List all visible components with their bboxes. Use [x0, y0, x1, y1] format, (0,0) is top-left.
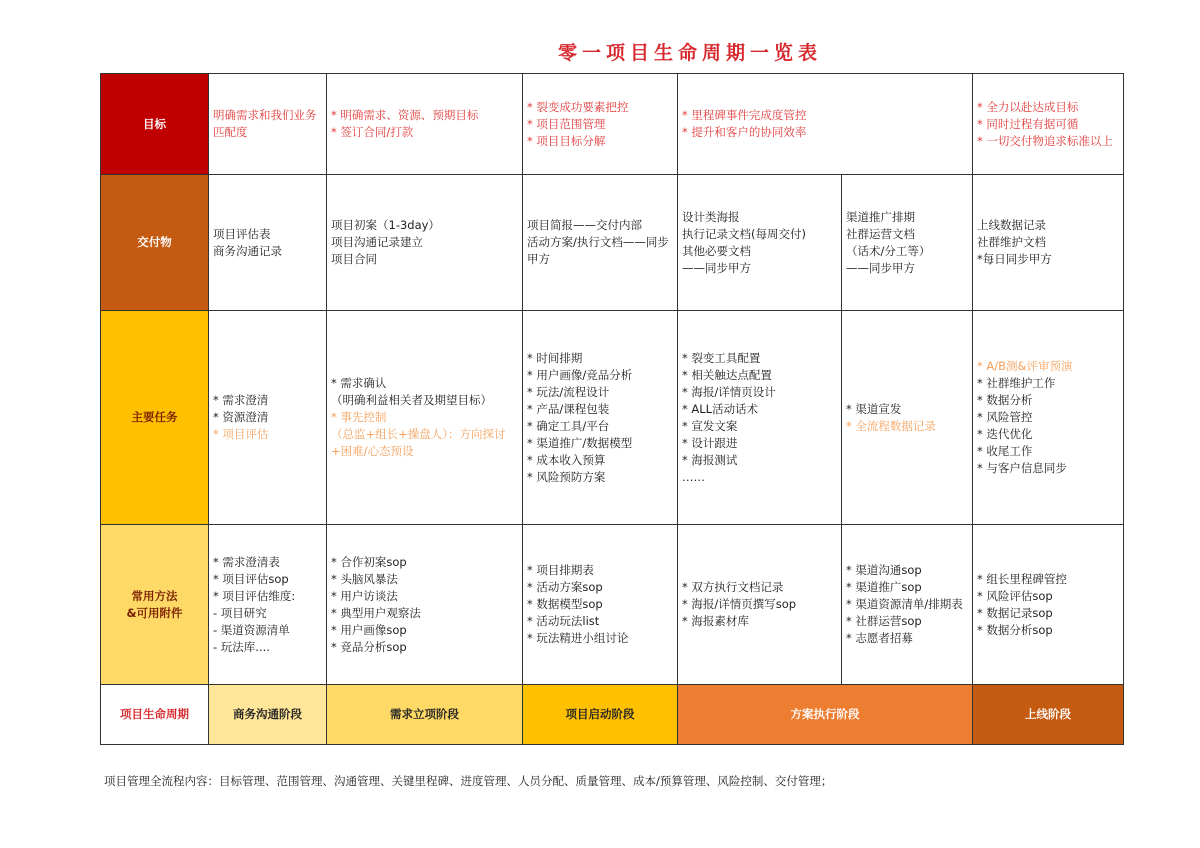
cell-line: * 事先控制 [331, 410, 387, 424]
cell-line: * 签订合同/打款 [331, 125, 414, 139]
row-goal [101, 74, 1124, 175]
methods-cell-1 [209, 525, 327, 685]
deliverables-cell-6 [973, 175, 1124, 311]
cell-line: 项目合同 [331, 252, 377, 266]
cell-line: - 玩法库.... [213, 639, 270, 654]
cell-line: * 裂变成功要素把控 [527, 99, 629, 114]
cell-line: * 需求澄清表 [213, 554, 280, 569]
row-label-tasks: 主要任务 [101, 311, 209, 525]
cell-line: * 数据模型sop [527, 597, 603, 611]
stage-requirements: 需求立项阶段 [327, 685, 523, 745]
cell-line: 项目简报——交付内部 [527, 218, 642, 232]
cell-line: * 海报素材库 [682, 614, 749, 628]
cell-line: * 玩法精进小组讨论 [527, 631, 629, 645]
cell-line: 项目评估表 [213, 226, 271, 241]
row-label-goal: 目标 [101, 74, 209, 175]
cell-line: * 数据分析sop [977, 622, 1053, 637]
cell-line: * 与客户信息同步 [977, 461, 1067, 475]
cell-line: * 活动玩法list [527, 614, 600, 628]
page-title: 零一项目生命周期一览表 [557, 42, 822, 64]
cell-line: * 活动方案sop [527, 580, 603, 594]
tasks-cell-6 [973, 311, 1124, 525]
cell-line: * 裂变工具配置 [682, 350, 761, 365]
cell-line: *每日同步甲方 [977, 252, 1052, 266]
row-tasks [101, 311, 1124, 525]
cell-line: …… [682, 469, 705, 484]
cell-line: * 项目目标分解 [527, 133, 606, 148]
tasks-cell-1 [209, 311, 327, 525]
cell-line: 项目沟通记录建立 [331, 235, 423, 249]
row-label-lifecycle: 项目生命周期 [101, 685, 209, 745]
deliverables-cell-2 [327, 175, 523, 311]
cell-line: 社群维护文档 [977, 235, 1046, 249]
cell-line: * 用户画像/竞品分析 [527, 367, 633, 382]
cell-line: 上线数据记录 [977, 218, 1046, 232]
cell-line: * 社群维护工作 [977, 376, 1056, 390]
cell-line: * 渠道推广sop [846, 580, 922, 594]
cell-line: * 数据记录sop [977, 605, 1053, 620]
cell-line: * 海报/详情页撰写sop [682, 597, 797, 611]
cell-line: * 同时过程有据可循 [977, 116, 1079, 131]
deliverables-cell-3 [523, 175, 678, 311]
cell-line: * 渠道宣发 [846, 401, 902, 416]
cell-line: （明确利益相关者及期望目标） [331, 393, 492, 407]
row-lifecycle [101, 685, 1124, 745]
cell-line: * 用户访谈法 [331, 588, 398, 603]
cell-line: - 渠道资源清单 [213, 622, 290, 637]
cell-line: * 项目评估维度: [213, 588, 296, 603]
goal-cell-4 [678, 74, 973, 175]
stage-execution: 方案执行阶段 [678, 685, 973, 745]
cell-line: * 里程碑事件完成度管控 [682, 108, 807, 122]
cell-line: * 海报/详情页设计 [682, 384, 776, 399]
cell-line: * 社群运营sop [846, 614, 922, 628]
tasks-cell-4 [678, 311, 842, 525]
cell-line: * 项目评估 [213, 427, 269, 441]
cell-line: 其他必要文档 [682, 243, 751, 258]
methods-cell-5 [842, 525, 973, 685]
deliverables-cell-5 [842, 175, 973, 311]
cell-line: * 志愿者招募 [846, 631, 913, 645]
cell-line: * 全流程数据记录 [846, 418, 936, 433]
cell-line: * 一切交付物追求标准以上 [977, 133, 1113, 148]
cell-line: * 风险预防方案 [527, 469, 606, 484]
lifecycle-table [100, 73, 1124, 745]
cell-line: * 产品/课程包装 [527, 401, 610, 416]
cell-line: * 设计跟进 [682, 435, 738, 450]
cell-line: 商务沟通记录 [213, 243, 282, 258]
cell-line: ——同步甲方 [846, 260, 915, 275]
cell-line: * 渠道沟通sop [846, 563, 922, 577]
row-label-methods [101, 525, 209, 685]
cell-line: * 提升和客户的协同效率 [682, 125, 807, 139]
goal-cell-1 [209, 74, 327, 175]
cell-line: * 渠道资源清单/排期表 [846, 597, 963, 611]
cell-line: * ALL活动话术 [682, 401, 759, 416]
cell-line: * 双方执行文档记录 [682, 580, 784, 594]
cell-line: * 宣发文案 [682, 418, 738, 433]
cell-line: * 项目范围管理 [527, 116, 606, 131]
cell-line: * 收尾工作 [977, 444, 1033, 458]
cell-line: * A/B测&评审预演 [977, 359, 1073, 373]
cell-line: * 迭代优化 [977, 427, 1033, 441]
cell-line: * 数据分析 [977, 393, 1033, 407]
cell-line: 执行记录文档(每周交付) [682, 226, 806, 241]
cell-line: * 需求澄清 [213, 393, 269, 407]
cell-line: 设计类海报 [682, 209, 740, 224]
cell-line: * 确定工具/平台 [527, 418, 610, 433]
cell-line: 社群运营文档 [846, 226, 915, 241]
deliverables-cell-4 [678, 175, 842, 311]
tasks-cell-5 [842, 311, 973, 525]
tasks-cell-2 [327, 311, 523, 525]
row-label-deliverables: 交付物 [101, 175, 209, 311]
cell-line: * 风险评估sop [977, 588, 1053, 603]
cell-line: * 项目排期表 [527, 563, 594, 577]
methods-cell-3 [523, 525, 678, 685]
methods-cell-6 [973, 525, 1124, 685]
cell-line: * 典型用户观察法 [331, 605, 421, 620]
cell-line: 渠道推广排期 [846, 209, 915, 224]
goal-cell-5 [973, 74, 1124, 175]
deliverables-cell-1 [209, 175, 327, 311]
row-deliverables [101, 175, 1124, 311]
cell-line: （话术/分工等） [846, 243, 931, 258]
stage-business: 商务沟通阶段 [209, 685, 327, 745]
cell-line: * 明确需求、资源、预期目标 [331, 108, 479, 122]
goal-cell-2 [327, 74, 523, 175]
cell-line: * 用户画像sop [331, 622, 407, 637]
cell-line: * 渠道推广/数据模型 [527, 435, 633, 450]
cell-line: * 风险管控 [977, 410, 1033, 424]
cell-line: * 资源澄清 [213, 410, 269, 424]
row-label-methods-text: 常用方法 &可用附件 [126, 588, 183, 620]
cell-line: 项目初案（1-3day） [331, 218, 440, 232]
cell-line: * 时间排期 [527, 350, 583, 365]
cell-line: * 组长里程碑管控 [977, 571, 1067, 586]
cell-line: * 竞品分析sop [331, 639, 407, 654]
cell-line: * 玩法/流程设计 [527, 384, 610, 399]
cell-line: * 需求确认 [331, 376, 387, 390]
cell-line: * 项目评估sop [213, 571, 289, 586]
cell-line: - 项目研究 [213, 605, 267, 620]
cell-line: 明确需求和我们业务匹配度 [213, 108, 317, 139]
cell-line: 活动方案/执行文档——同步甲方 [527, 235, 669, 266]
goal-cell-3 [523, 74, 678, 175]
cell-line: * 海报测试 [682, 452, 738, 467]
cell-line: * 合作初案sop [331, 554, 407, 569]
cell-line: （总监+组长+操盘人）：方向探讨+困难/心态预设 [331, 427, 506, 458]
methods-cell-4 [678, 525, 842, 685]
stage-kickoff: 项目启动阶段 [523, 685, 678, 745]
cell-line: * 相关触达点配置 [682, 367, 772, 382]
cell-line: * 成本收入预算 [527, 452, 606, 467]
cell-line: * 全力以赴达成目标 [977, 99, 1079, 114]
cell-line: ——同步甲方 [682, 260, 751, 275]
stage-launch: 上线阶段 [973, 685, 1124, 745]
row-methods [101, 525, 1124, 685]
cell-line: * 头脑风暴法 [331, 571, 398, 586]
methods-cell-2 [327, 525, 523, 685]
tasks-cell-3 [523, 311, 678, 525]
footer-note: 项目管理全流程内容：目标管理、范围管理、沟通管理、关键里程碑、进度管理、人员分配、质量管理、成本/预算管理、风险控制、交付管理； [104, 774, 833, 788]
